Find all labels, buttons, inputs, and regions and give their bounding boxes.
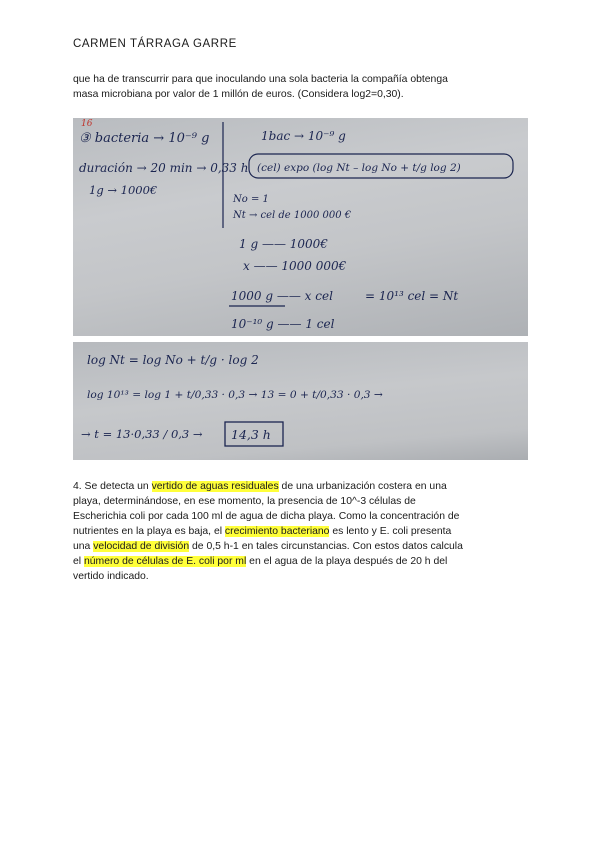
- hw-formula-box: (cel) expo (log Nt – log No + t/g log 2): [257, 162, 461, 174]
- q4-text-5: en el agua de la playa después de 20 h del vertido indicado.: [73, 556, 448, 582]
- q4-text-2: de una urbanización costera en una playa, determinándose, en ese momento, la presencia de 10^-3 células de Escherichia coli por cada 100 ml de agua de dicha playa. Como la concentración de nutrientes en la playa es baja, el: [73, 481, 460, 537]
- hw-ratio-bottom: 10⁻¹⁰ g —— 1 cel: [231, 317, 335, 331]
- hw-no: No = 1: [233, 194, 269, 205]
- hw-line-bacteria: ③ bacteria → 10⁻⁹ g: [79, 131, 210, 146]
- q4-highlight-vertido: vertido de aguas residuales: [151, 481, 279, 492]
- hw-ratio-top: 1000 g —— x cel: [231, 289, 333, 303]
- hw-result: = 10¹³ cel = Nt: [365, 289, 459, 303]
- q4-text-3: es lento y E. coli presenta una: [73, 526, 452, 552]
- hw-formula-substitution: log 10¹³ = log 1 + t/0,33 · 0,3 → 13 = 0 + t/0,33 · 0,3 →: [87, 389, 383, 401]
- q4-highlight-numero-celulas: número de células de E. coli por ml: [83, 556, 247, 567]
- hw-line-price: 1g → 1000€: [89, 183, 158, 197]
- hw-formula-solve: → t = 13·0,33 / 0,3 →: [81, 427, 203, 441]
- hw-x-million: x —— 1000 000€: [243, 259, 347, 273]
- q4-highlight-crecimiento: crecimiento bacteriano: [224, 526, 330, 537]
- author-name: CARMEN TÁRRAGA GARRE: [73, 38, 237, 50]
- hw-line-bacteria-mass: 1bac → 10⁻⁹ g: [261, 129, 346, 143]
- q4-text-1: 4. Se detecta un: [73, 481, 152, 492]
- q4-text-4: de 0,5 h-1 en tales circunstancias. Con estos datos calcula el: [73, 541, 463, 567]
- question-3-text: que ha de transcurrir para que inoculando una sola bacteria la compañía obtenga masa microbiana por valor de 1 millón de euros. (Considera log2=0,30).: [73, 74, 448, 100]
- handwritten-solution-photo-2: [73, 342, 528, 460]
- hw-nt: Nt → cel de 1000 000 €: [233, 210, 352, 221]
- hw-line-duration: duración → 20 min → 0,33 h: [79, 161, 249, 175]
- hw-answer: 14,3 h: [231, 427, 271, 442]
- hw-formula-log: log Nt = log No + t/g · log 2: [87, 353, 259, 367]
- hw-one-gram: 1 g —— 1000€: [239, 237, 328, 251]
- score-mark: 16: [81, 119, 93, 129]
- question-4-text: [73, 479, 468, 584]
- q4-highlight-velocidad: velocidad de división: [93, 541, 190, 552]
- handwritten-solution-photo-1: [73, 118, 528, 336]
